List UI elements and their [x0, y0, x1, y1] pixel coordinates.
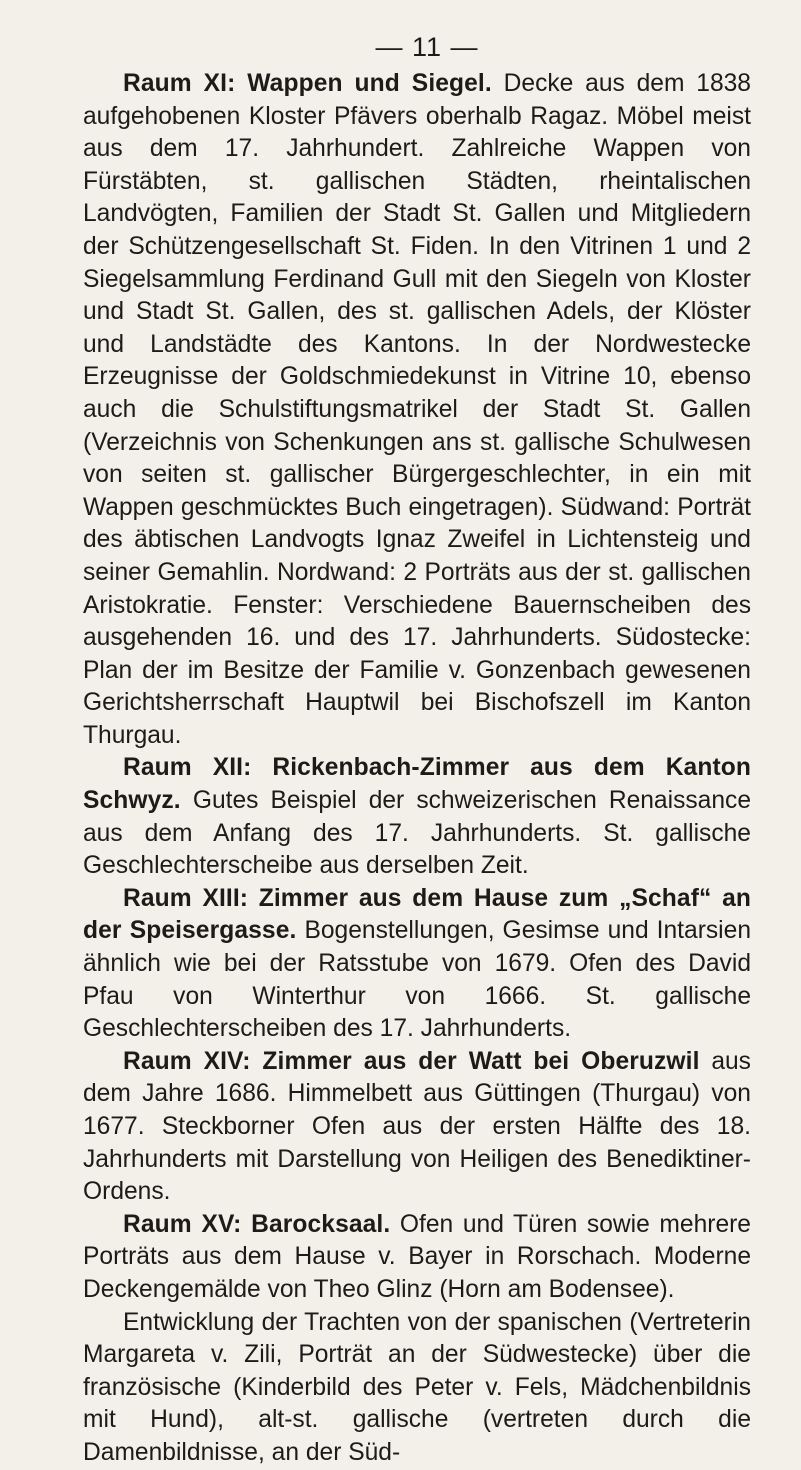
section-heading: Raum XII: Rickenbach-Zimmer aus dem Kanton Schwyz.	[83, 754, 751, 815]
section-raum-xiii	[83, 883, 751, 1046]
section-text: Entwicklung der Trachten von der spanischen (Vertreterin Margareta v. Zili, Porträt an der Südwestecke) über die französische (Kinderbild des Peter v. Fels, Mädchenbildnis mit Hund), alt-st. gallische (vertreten durch die Damenbildnisse, an der Süd-	[83, 1308, 751, 1466]
section-heading: Raum XV: Barocksaal.	[123, 1210, 391, 1238]
section-text: Bogenstellungen, Gesimse und Intarsien ähnlich wie bei der Ratsstube von 1679. Ofen des David Pfau von Winterthur von 1666. St. gallische Geschlechterscheiben des 17. Jahrhunderts.	[83, 917, 751, 1043]
section-raum-xv	[83, 1209, 751, 1307]
section-heading: Raum XIII: Zimmer aus dem Hause zum „Schaf“ an der Speisergasse.	[83, 884, 751, 945]
section-text: Ofen und Türen sowie mehrere Porträts aus dem Hause v. Bayer in Rorschach. Moderne Deckengemälde von Theo Glinz (Horn am Bodensee).	[83, 1210, 751, 1303]
page-number: — 11 —	[375, 32, 479, 62]
section-heading: Raum XI: Wappen und Siegel.	[123, 70, 492, 97]
section-text: aus dem Jahre 1686. Himmelbett aus Güttingen (Thurgau) von 1677. Steckborner Ofen aus der ersten Hälfte des 18. Jahrhunderts mit Darstellung von Heiligen des Benediktiner-Ordens.	[83, 1047, 751, 1206]
section-raum-xi	[83, 68, 751, 752]
section-raum-xiv	[83, 1046, 751, 1209]
section-text: Decke aus dem 1838 aufgehobenen Kloster Pfävers oberhalb Ragaz. Möbel meist aus dem 17. Jahrhundert. Zahlreiche Wappen von Fürstäbten, st. gallischen Städten, rheintalischen Landvögten, Familien der Stadt St. Gallen und Mitgliedern der Schützengesellschaft St. Fiden. In den Vitrinen 1 und 2 Siegelsammlung Ferdinand Gull mit den Siegeln von Kloster und Stadt St. Gallen, des st. gallischen Adels, der Klöster und Landstädte des Kantons. In der Nordwestecke Erzeugnisse der Goldschmiedekunst in Vitrine 10, ebenso auch die Schulstiftungsmatrikel der Stadt St. Gallen (Verzeichnis von Schenkungen ans st. gallische Schulwesen von seiten st. gallischer Bürgergeschlechter, in ein mit Wappen geschmücktes Buch eingetragen). Südwand: Porträt des äbtischen Landvogts Ignaz Zweifel in Lichtensteig und seiner Gemahlin. Nordwand: 2 Porträts aus der st. gallischen Aristokratie. Fenster: Verschiedene Bauernscheiben des ausgehenden 16. und des 17. Jahrhunderts. Südostecke: Plan der im Besitze der Familie v. Gonzenbach gewesenen Gerichtsherrschaft Hauptwil bei Bischofszell im Kanton Thurgau.	[83, 70, 751, 749]
section-raum-xii	[83, 752, 751, 882]
section-text: Gutes Beispiel der schweizerischen Renaissance aus dem Anfang des 17. Jahrhunderts. St. gallische Geschlechterscheibe aus derselben Zeit.	[83, 787, 751, 880]
section-trachten	[83, 1307, 751, 1470]
section-heading: Raum XIV: Zimmer aus der Watt bei Oberuzwil	[123, 1047, 700, 1075]
